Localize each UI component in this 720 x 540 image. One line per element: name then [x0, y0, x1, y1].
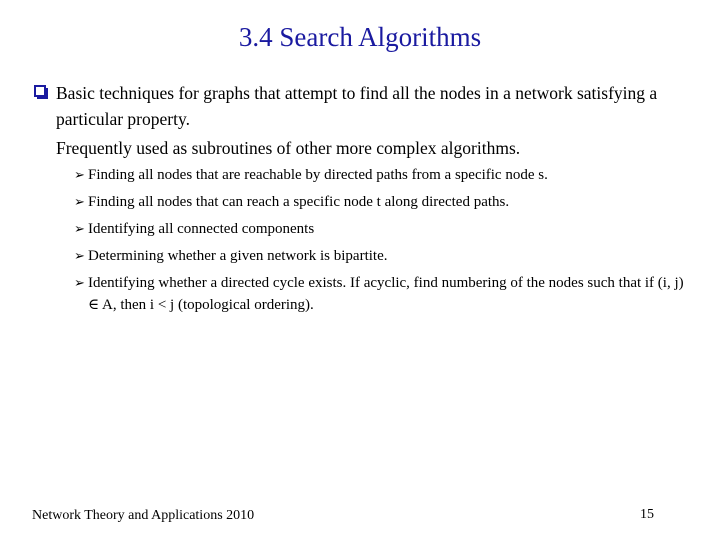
main-bullet: [34, 80, 694, 132]
slide-title: 3.4 Search Algorithms: [238, 22, 482, 52]
sub-bullet-item: [74, 272, 694, 316]
arrow-bullet-icon: ➢: [74, 275, 85, 290]
sub-paragraph: Frequently used as subroutines of other more complex algorithms.: [56, 138, 521, 158]
sub-bullet-text: Finding all nodes that can reach a specific node t along directed paths.: [88, 194, 510, 210]
sub-bullet-list: [74, 164, 694, 321]
box-bullet-icon: [34, 85, 46, 97]
slide-footer: Network Theory and Applications 2010: [32, 508, 255, 523]
arrow-bullet-icon: ➢: [74, 194, 85, 209]
sub-bullet-item: [74, 164, 694, 186]
page-number: 15: [640, 507, 654, 522]
sub-bullet-text: Identifying all connected components: [88, 221, 315, 237]
sub-bullet-text: Finding all nodes that are reachable by directed paths from a specific node s.: [88, 167, 548, 183]
arrow-bullet-icon: ➢: [74, 221, 85, 236]
sub-bullet-item: [74, 218, 694, 240]
arrow-bullet-icon: ➢: [74, 167, 85, 182]
arrow-bullet-icon: ➢: [74, 248, 85, 263]
main-bullet-text: Basic techniques for graphs that attempt to find all the nodes in a network satisfying a particular property.: [56, 83, 658, 129]
sub-bullet-item: [74, 191, 694, 213]
sub-bullet-text: Identifying whether a directed cycle exists. If acyclic, find numbering of the nodes such that if (i, j) ∈ A, then i < j (topological ordering).: [88, 275, 684, 313]
sub-bullet-item: [74, 245, 694, 267]
sub-bullet-text: Determining whether a given network is bipartite.: [88, 248, 388, 264]
